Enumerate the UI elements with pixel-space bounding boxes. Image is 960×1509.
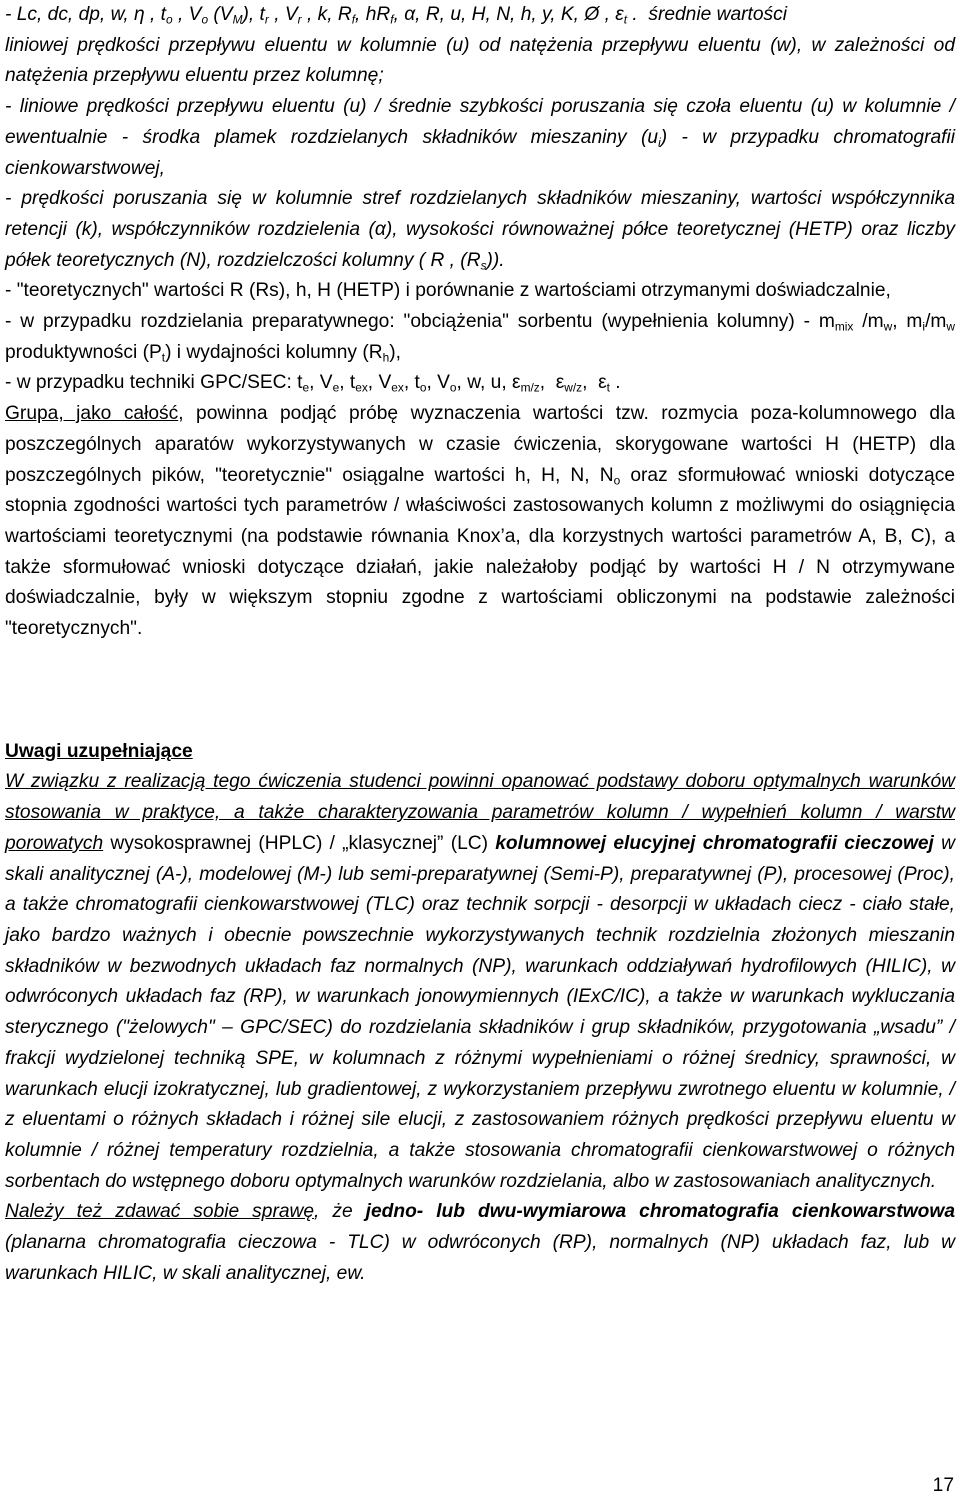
symbols-line: - Lc, dc, dp, w, η , $t_o$ , $V_o$ $(V_M)$, $t_r$ , $V_r$ , k, $R_f$, $hR_f$, α, R, u, H, N, h, y, K, Ø , $\varepsilon_t$ . średnie wartości: [5, 4, 787, 27]
remarks-paragraph: [5, 767, 955, 1197]
item-gpc-sec: - w przypadku techniki GPC/SEC: $t_e$, $V_e$, $t_{ex}$, $V_{ex}$, $t_o$, $V_o$, w, u, $\varepsilon_{m/z}$, $\varepsilon_{w/z}$, $\varepsilon_t$ .: [5, 372, 621, 395]
awareness-text-a: , że: [314, 1201, 366, 1223]
page-number: 17: [932, 1475, 954, 1496]
item-theoretical-values: - "teoretycznych" wartości R (Rs), h, H (HETP) i porównanie z wartościami otrzymanymi doświadczalnie,: [5, 280, 891, 302]
remarks-text-a: wysokosprawnej (HPLC) / „klasycznej” (LC): [103, 832, 496, 854]
awareness-text-b: (planarna chromatografia cieczowa - TLC) w odwróconych (RP), normalnych (NP) układach faz, lub w warunkach HILIC, w skali analitycznej, ew.: [5, 1232, 955, 1284]
item-zone-velocity: - prędkości poruszania się w kolumnie stref rozdzielanych składników mieszaniny, wartości współczynnika retencji (k), współczynników rozdzielenia (α), wysokości równoważnej półce teoretycznej (HETP) oraz liczby półek teoretycznych (N), rozdzielczości kolumny ( R , $(R_s)$).: [5, 188, 955, 273]
item-linear-velocity: - liniowe prędkości przepływu eluentu (u) / średnie szybkości poruszania się czoła eluentu (u) w kolumnie / ewentualnie - środka plamek rozdzielanych składników mieszaniny $(u_i)$ - w przypadku chromatografii cienkowarstwowej,: [5, 96, 955, 179]
group-paragraph: [5, 399, 955, 645]
awareness-bold-text: jedno- lub dwu-wymiarowa chromatografia cienkowarstwowa: [365, 1201, 955, 1223]
item-preparative: - w przypadku rozdzielania preparatywnego: "obciążenia" sorbentu (wypełnienia kolumny) - $m_{mix}$ $/m_w$, $m_i/m_w$ produktywności $(P_t)$ i wydajności kolumny $(R_h)$,: [5, 311, 955, 365]
lead-paragraph: liniowej prędkości przepływu eluentu w kolumnie (u) od natężenia przepływu eluentu (w), w zależności od natężenia przepływu eluentu przez kolumnę;: [5, 34, 955, 87]
group-rest-text: , powinna podjąć próbę wyznaczenia wartości tzw. rozmycia poza-kolumnowego dla poszczególnych aparatów wykorzystywanych w czasie ćwiczenia, skorygowane wartości H (HETP) dla poszczególnych pików, "teoretycznie" osiągalne wartości h, H, N, $N_o$ oraz sformułować wnioski dotyczące stopnia zgodności wartości tych parametrów / właściwości zastosowanych kolumn z możliwymi do osiągnięcia wartościami teoretycznymi (na podstawie równania Knox’a, dla korzystnych wartości parametrów A, B, C), a także sformułować wnioski dotyczące działań, jakie należałoby podjąć by wartości H / N otrzymywane doświadczalnie, były w większym stopniu zgodne z wartościami obliczonymi na podstawie zależności "teoretycznych".: [5, 403, 956, 640]
group-underlined-text: Grupa, jako całość: [5, 403, 179, 425]
section-spacer: [5, 645, 955, 737]
remarks-underlined-text: W związku z realizacją tego ćwiczenia studenci powinni opanować podstawy doboru optymalnych warunków stosowania w praktyce, a także charakteryzowania parametrów kolumn / wypełnień kolumn / warstw porowatych: [5, 771, 955, 854]
document-body: [5, 0, 955, 1289]
awareness-paragraph: [5, 1197, 955, 1289]
lead-first-words: średnie wartości: [648, 4, 787, 25]
remarks-text-b: w skali analitycznej (A-), modelowej (M-) lub semi-preparatywnej (Semi-P), preparatywnej (P), procesowej (Proc), a także chromatografii cienkowarstwowej (TLC) oraz technik sorpcji - desorpcji w układach ciecz - ciało stałe, jako bardzo ważnych i obecnie powszechnie wykorzystywanych technik rozdzielnia złożonych mieszanin składników w bezwodnych układach faz normalnych (NP), warunkach oddziaływań hydrofilowych (HILIC), w odwróconych układach faz (RP), w warunkach jonowymiennych (IExC/IC), a także w warunkach wykluczania sterycznego ("żelowych" – GPC/SEC) do rozdzielania składników i grup składników, przygotowania „wsadu” / frakcji wydzielonej techniką SPE, w kolumnach z różnymi wypełnieniami o różnej średnicy, sprawności, w warunkach elucji izokratycznej, lub gradientowej, z wykorzystaniem przepływu zwrotnego eluentu w kolumnie, / z eluentami o różnych składach i różnej sile elucji, z zastosowaniem różnych prędkości przepływu eluentu w kolumnie / różnej temperatury rozdzielnia, a także stosowania chromatografii cienkowarstwowej o różnych sorbentach do wstępnego doboru optymalnych warunków rozdzielania, albo w zastosowaniach analitycznych.: [5, 832, 956, 1192]
section-heading: Uwagi uzupełniające: [5, 740, 193, 762]
remarks-bold-text: kolumnowej elucyjnej chromatografii cieczowej: [495, 832, 934, 854]
awareness-underlined-text: Należy też zdawać sobie sprawę: [5, 1201, 315, 1223]
